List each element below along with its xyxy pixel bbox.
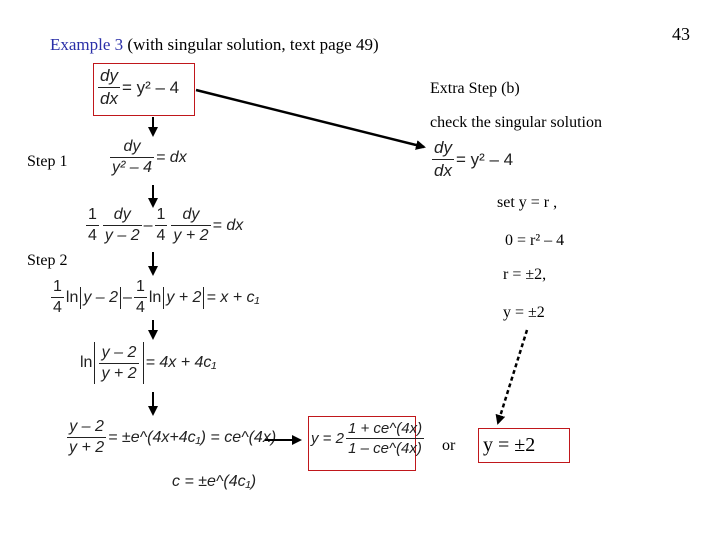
step1-label: Step 1	[27, 153, 68, 170]
ln-ratio-den: y + 2	[101, 364, 137, 382]
step1-rhs: = dx	[156, 148, 187, 166]
int-rhs: = x + c₁	[206, 288, 260, 306]
check-singular-label: check the singular solution	[430, 114, 602, 131]
step2-dy2: dy	[182, 206, 200, 223]
characteristic-eq: 0 = r² – 4	[505, 232, 565, 249]
ln-ratio-num: y – 2	[101, 343, 137, 361]
int-ln2: ln	[148, 288, 162, 306]
solution-den: 1 – ce^(4x)	[348, 440, 422, 457]
exp-num: y – 2	[69, 418, 104, 435]
step2-dy1: dy	[113, 206, 131, 223]
title-detail: (with singular solution, text page 49)	[127, 35, 379, 54]
int-c1b: 1	[135, 278, 145, 295]
c-definition: c = ±e^(4c₁)	[172, 473, 257, 490]
step2-c2b: 4	[156, 227, 166, 244]
check-dy: dy	[434, 138, 452, 157]
singular-solution: y = ±2	[483, 434, 536, 456]
solution-lhs: y = 2	[311, 430, 344, 447]
step1-den: y² – 4	[112, 159, 153, 176]
step2-d1: y – 2	[104, 227, 140, 244]
main-rhs: = y² – 4	[121, 77, 180, 97]
step2-c1: 1	[88, 206, 97, 223]
step2-rhs: = dx	[212, 216, 244, 234]
set-y-r: set y = r ,	[497, 194, 558, 211]
exp-den: y + 2	[69, 439, 105, 456]
exp-rhs: = ±e^(4x+4c₁) = ce^(4x)	[108, 428, 277, 446]
int-c2: 4	[53, 299, 62, 316]
check-dx: dx	[434, 161, 452, 180]
step2-label: Step 2	[27, 252, 68, 269]
step2-d2: y + 2	[173, 227, 209, 244]
check-rhs: = y² – 4	[455, 149, 514, 169]
page-number: 43	[672, 24, 690, 44]
ln-ratio-ln: ln	[80, 354, 93, 371]
int-ln1: ln	[65, 288, 79, 306]
int-a2: y + 2	[166, 288, 202, 306]
int-c1: 1	[53, 278, 62, 295]
title-example: Example 3	[50, 35, 124, 54]
arrow-dashed-singular	[498, 330, 527, 423]
step2-c2: 4	[88, 227, 97, 244]
int-c2b: 4	[135, 299, 145, 316]
step1-num: dy	[123, 138, 141, 155]
r-values: r = ±2,	[503, 266, 547, 283]
step2-c1b: 1	[156, 206, 166, 223]
main-dx: dx	[100, 89, 118, 108]
step2-minus: –	[143, 216, 153, 234]
or-label: or	[442, 437, 456, 454]
int-minus: –	[123, 288, 132, 306]
solution-num: 1 + ce^(4x)	[347, 420, 423, 437]
y-values: y = ±2	[503, 304, 545, 321]
extra-step-label: Extra Step (b)	[430, 80, 520, 97]
int-a1: y – 2	[83, 288, 119, 306]
ln-ratio-rhs: = 4x + 4c₁	[145, 354, 217, 371]
arrow-to-check	[196, 90, 424, 147]
main-dy: dy	[100, 66, 118, 85]
